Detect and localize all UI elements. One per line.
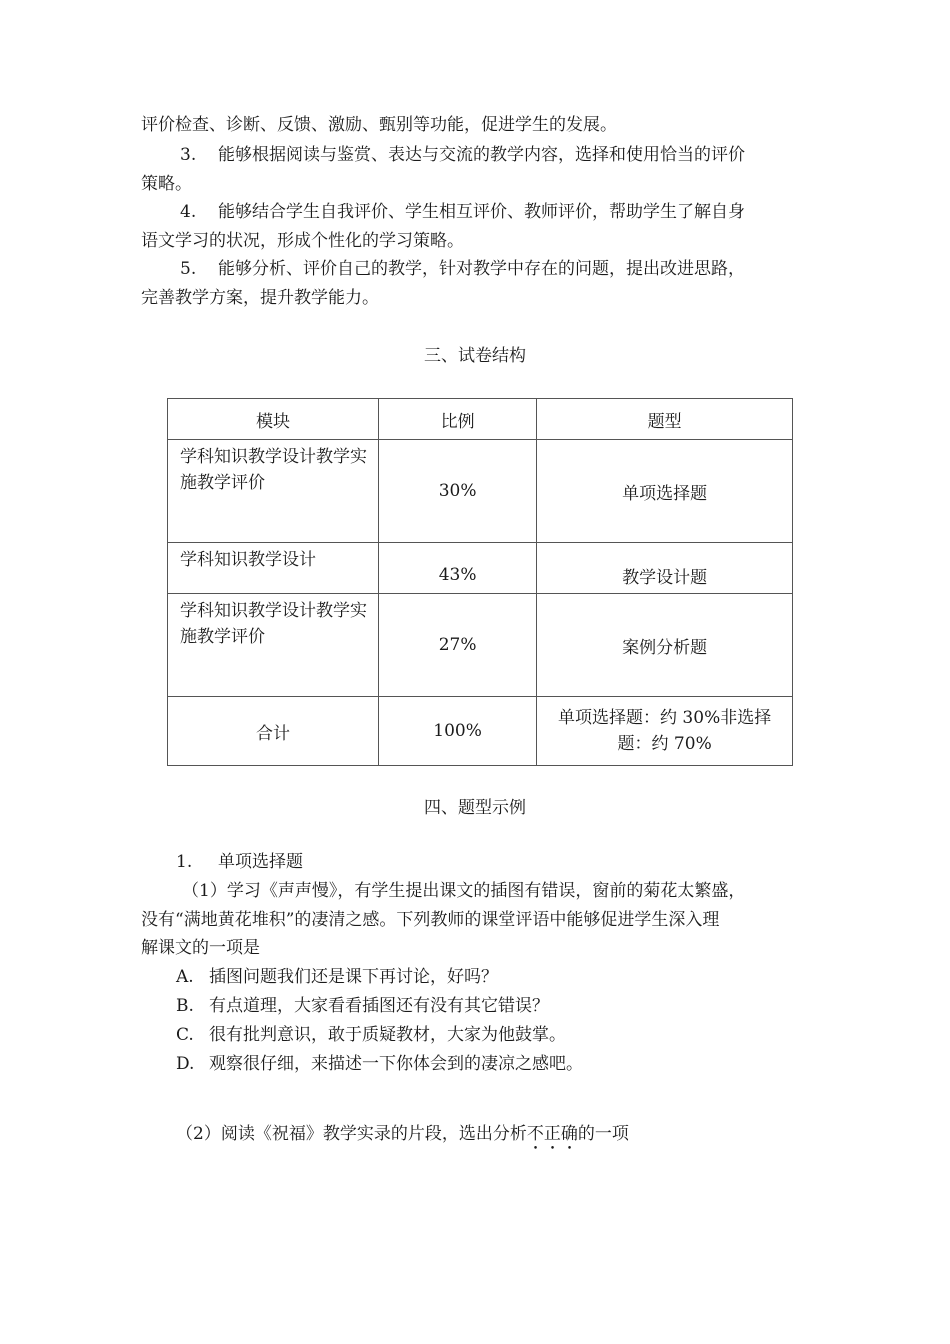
module-cell: 学科知识教学设计教学实施教学评价 — [168, 594, 379, 697]
section-title: 四、题型示例 — [424, 798, 526, 818]
total-ratio-cell: 100% — [378, 697, 536, 766]
type-cell: 教学设计题 — [537, 543, 793, 594]
option-letter: D. — [176, 1054, 195, 1074]
option-item — [176, 1052, 583, 1076]
section-title: 三、试卷结构 — [424, 346, 526, 366]
column-header-ratio: 比例 — [378, 399, 536, 440]
option-text: 观察很仔细，来描述一下你体会到的凄凉之感吧。 — [209, 1054, 583, 1074]
question-text: （1）学习《声声慢》，有学生提出课文的插图有错误，窗前的菊花太繁盛， — [182, 881, 746, 901]
column-header-module: 模块 — [168, 399, 379, 440]
list-item-text: 能够根据阅读与鉴赏、表达与交流的教学内容，选择和使用恰当的评价 — [218, 145, 745, 165]
list-item — [180, 200, 745, 224]
table-total-row — [168, 697, 793, 766]
option-item — [176, 1023, 566, 1047]
module-cell: 学科知识教学设计教学实施教学评价 — [168, 440, 379, 543]
subheading-number: 1. — [176, 852, 193, 872]
subheading-text: 单项选择题 — [218, 852, 303, 872]
option-letter: C. — [176, 1025, 194, 1045]
ratio-cell: 30% — [378, 440, 536, 543]
intro-line: 评价检查、诊断、反馈、激励、甄别等功能，促进学生的发展。 — [141, 115, 617, 135]
list-item-continuation: 语文学习的状况，形成个性化的学习策略。 — [141, 231, 464, 251]
type-cell: 案例分析题 — [537, 594, 793, 697]
ratio-cell: 43% — [378, 543, 536, 594]
option-text: 插图问题我们还是课下再讨论，好吗？ — [209, 967, 498, 987]
total-type-line: 题：约 70% — [617, 734, 712, 754]
list-item — [180, 257, 745, 281]
option-item — [176, 965, 498, 989]
table-header-row — [168, 399, 793, 440]
question-text: 解课文的一项是 — [141, 938, 260, 958]
module-cell: 学科知识教学设计 — [168, 543, 379, 594]
question-text — [176, 1122, 629, 1146]
ratio-cell: 27% — [378, 594, 536, 697]
total-type-line: 单项选择题：约 30%非选择 — [558, 708, 772, 728]
list-item-continuation: 完善教学方案，提升教学能力。 — [141, 288, 379, 308]
total-label-cell: 合计 — [168, 697, 379, 766]
table-row — [168, 594, 793, 697]
list-item-number: 3. — [180, 145, 197, 165]
option-text: 有点道理，大家看看插图还有没有其它错误？ — [209, 996, 549, 1016]
table-row — [168, 543, 793, 594]
question-suffix: 的一项 — [577, 1124, 629, 1144]
table-row — [168, 440, 793, 543]
list-item-text: 能够分析、评价自己的教学，针对教学中存在的问题，提出改进思路， — [218, 259, 745, 279]
option-text: 很有批判意识，敢于质疑教材，大家为他鼓掌。 — [209, 1025, 566, 1045]
total-type-cell — [537, 697, 793, 766]
subheading — [176, 850, 303, 874]
exam-structure-table — [167, 398, 793, 766]
list-item-text: 能够结合学生自我评价、学生相互评价、教师评价，帮助学生了解自身 — [218, 202, 745, 222]
list-item — [180, 143, 745, 167]
type-cell: 单项选择题 — [537, 440, 793, 543]
list-item-number: 5. — [180, 259, 197, 279]
option-letter: B. — [176, 996, 194, 1016]
list-item-continuation: 策略。 — [141, 174, 192, 194]
question-text: 没有“满地黄花堆积”的凄清之感。下列教师的课堂评语中能够促进学生深入理 — [141, 910, 720, 930]
option-letter: A. — [176, 967, 194, 987]
column-header-type: 题型 — [537, 399, 793, 440]
emphasis-text: 不正确 — [526, 1124, 578, 1144]
option-item — [176, 994, 549, 1018]
list-item-number: 4. — [180, 202, 197, 222]
question-prefix: （2）阅读《祝福》教学实录的片段，选出分析 — [176, 1124, 527, 1144]
